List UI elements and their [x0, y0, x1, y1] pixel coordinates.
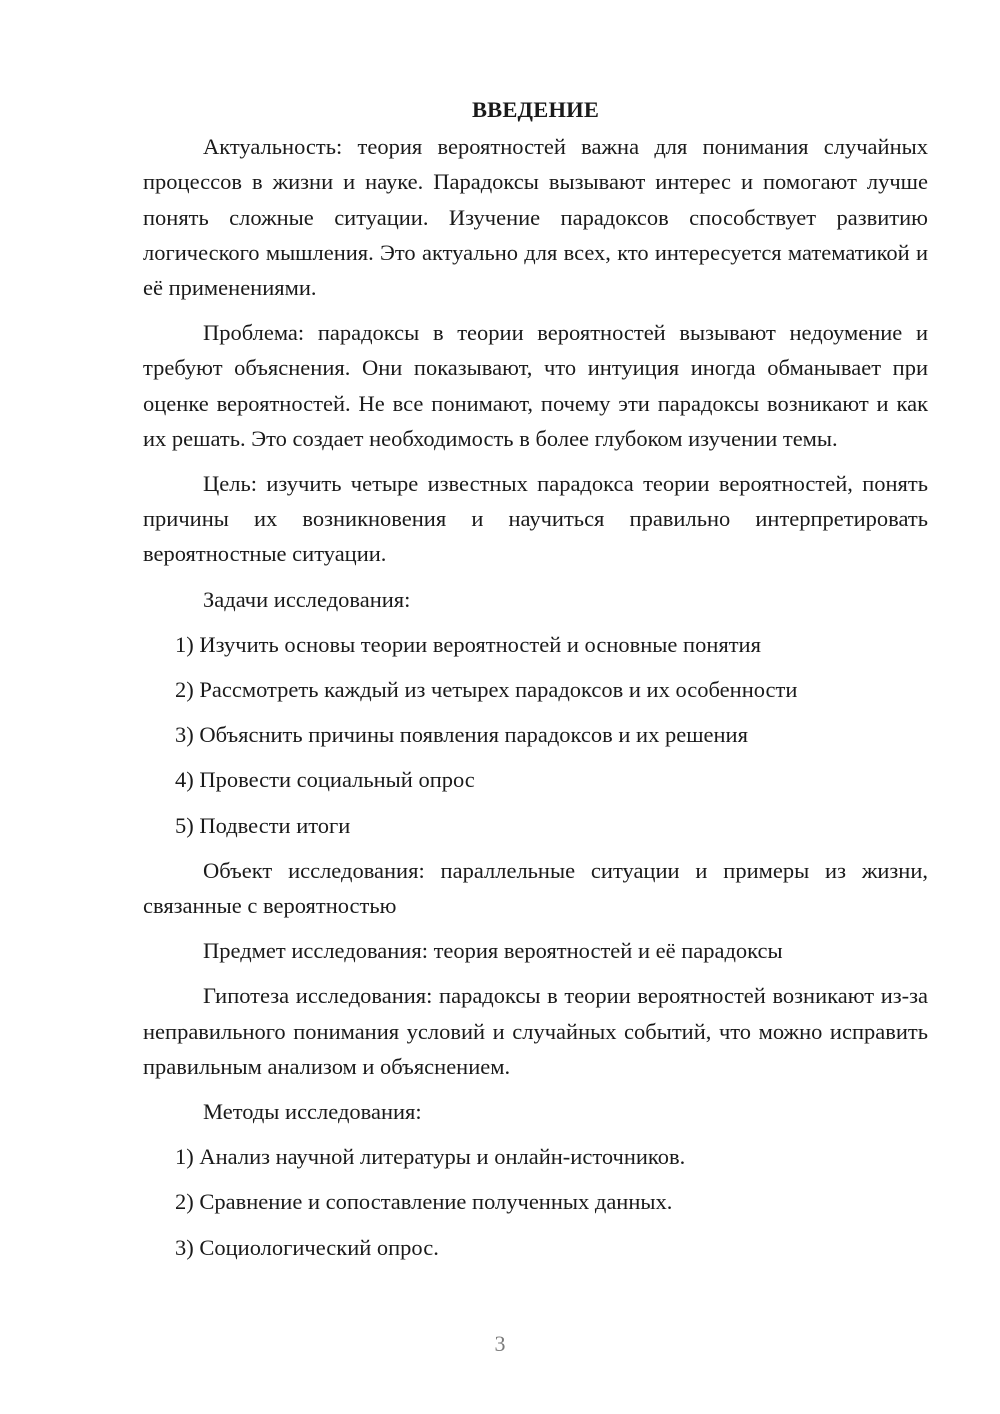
methods-label: Методы исследования: — [203, 1099, 422, 1125]
section-title: ВВЕДЕНИЕ — [471, 97, 600, 122]
object-paragraph: Объект исследования: параллельные ситуации и примеры из жизни, связанные с вероятностью — [143, 857, 928, 919]
list-item: 1) Анализ научной литературы и онлайн-источников. — [175, 1144, 686, 1170]
list-item: 5) Подвести итоги — [175, 812, 351, 838]
list-item: 2) Сравнение и сопоставление полученных данных. — [175, 1189, 673, 1215]
relevance-paragraph: Актуальность: теория вероятностей важна для понимания случайных процессов в жизни и науке. Парадоксы вызывают интерес и помогают лучше понять сложные ситуации. Изучение парадоксов способствует развитию логического мышления. Это актуально для всех, кто интересуется математикой и её применениями. — [143, 134, 928, 301]
subject-paragraph: Предмет исследования: теория вероятностей и её парадоксы — [203, 938, 783, 964]
hypothesis-paragraph: Гипотеза исследования: парадоксы в теории вероятностей возникают из-за неправильного понимания условий и случайных событий, что можно исправить правильным анализом и объяснением. — [143, 983, 928, 1079]
tasks-label: Задачи исследования: — [203, 586, 411, 612]
list-item: 1) Изучить основы теории вероятностей и основные понятия — [175, 631, 761, 657]
list-item: 2) Рассмотреть каждый из четырех парадоксов и их особенности — [175, 677, 798, 703]
list-item: 3) Объяснить причины появления парадоксов и их решения — [175, 722, 748, 748]
list-item: 4) Провести социальный опрос — [175, 767, 475, 793]
goal-paragraph: Цель: изучить четыре известных парадокса теории вероятностей, понять причины их возникновения и научиться правильно интерпретировать вероятностные ситуации. — [143, 471, 928, 567]
problem-paragraph: Проблема: парадоксы в теории вероятностей вызывают недоумение и требуют объяснения. Они показывают, что интуиция иногда обманывает при оценке вероятностей. Не все понимают, почему эти парадоксы возникают и как их решать. Это создает необходимость в более глубоком изучении темы. — [143, 320, 928, 451]
list-item: 3) Социологический опрос. — [175, 1234, 439, 1260]
methods-list — [143, 1139, 928, 1265]
tasks-list — [143, 627, 928, 843]
document-page — [143, 92, 928, 1275]
page-number: 3 — [494, 1331, 506, 1356]
